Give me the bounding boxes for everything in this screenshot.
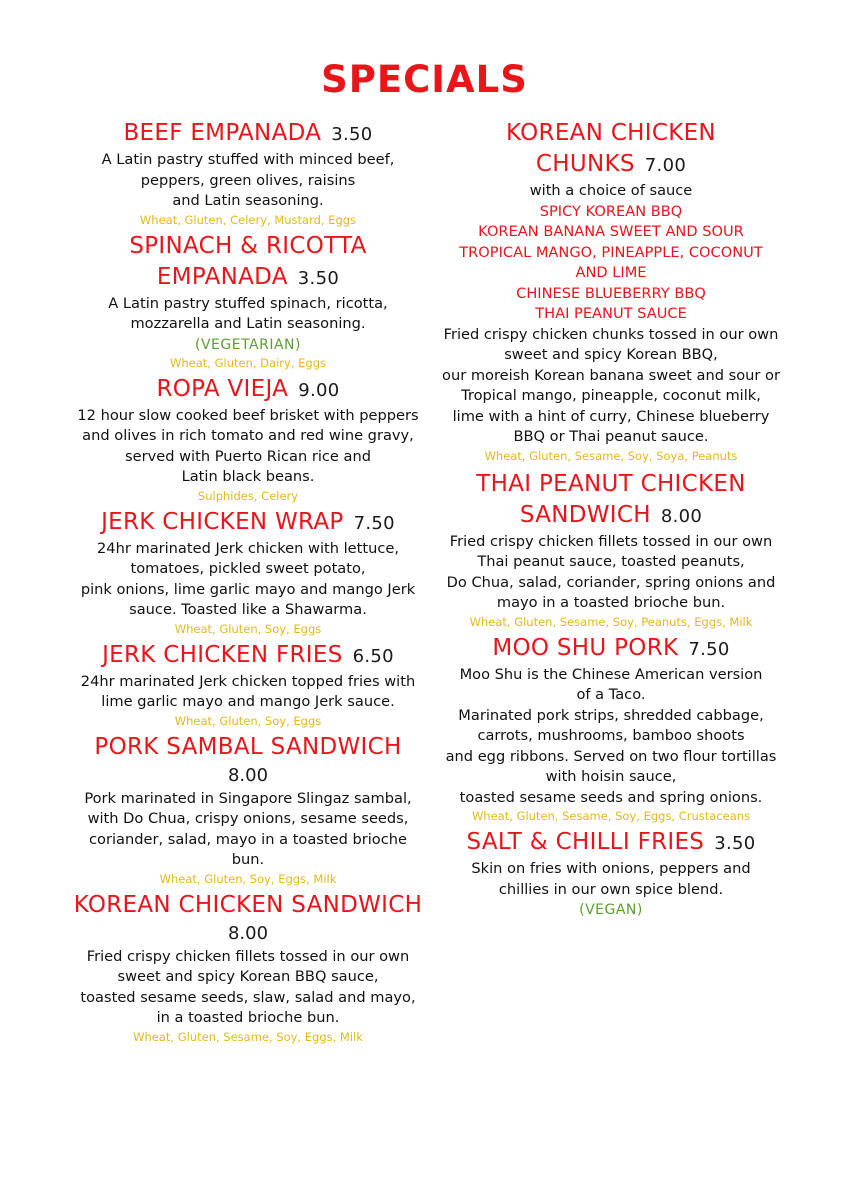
item-name: PORK SAMBAL SANDWICH [94, 733, 402, 760]
item-name: JERK CHICKEN WRAP 7.50 [101, 508, 395, 535]
item-price: 8.00 [227, 922, 269, 944]
item-allergens: Wheat, Gluten, Soy, Eggs, Milk [159, 871, 337, 886]
sauce-option: SPICY KOREAN BBQ [539, 202, 683, 220]
item-description: 12 hour slow cooked beef brisket with peppers and olives in rich tomato and red wine gravy, served with Puerto Rican rice and Latin black beans. [77, 406, 419, 485]
menu-item-jerk-chicken-wrap [48, 507, 448, 638]
item-description: 24hr marinated Jerk chicken with lettuce, tomatoes, pickled sweet potato, pink onions, lime garlic mayo and mango Jerk sauce. Toasted like a Shawarma. [80, 539, 416, 618]
sauce-option: CHINESE BLUEBERRY BBQ [516, 284, 706, 302]
sauce-intro: with a choice of sauce [529, 182, 693, 199]
item-price: 3.50 [297, 267, 340, 289]
item-allergens: Wheat, Gluten, Soy, Eggs [174, 713, 322, 728]
item-name: SPINACH & RICOTTA EMPANADA 3.50 [129, 232, 367, 290]
item-description: Skin on fries with onions, peppers and chillies in our own spice blend. [471, 860, 751, 898]
vegetarian-label: (VEGETARIAN) [195, 336, 301, 353]
item-allergens: Sulphides, Celery [197, 488, 299, 503]
item-description: Moo Shu is the Chinese American version of a Taco. Marinated pork strips, shredded cabbage, carrots, mushrooms, bamboo shoots and egg ribbons. Served on two flour tortillas with hoisin sauce, toasted sesame seeds and spring onions. [445, 665, 777, 806]
item-allergens: Wheat, Gluten, Sesame, Soy, Eggs, Crustaceans [471, 809, 751, 823]
item-description: Fried crispy chicken fillets tossed in our own sweet and spicy Korean BBQ sauce, toasted sesame seeds, slaw, salad and mayo, in a toasted brioche bun. [80, 947, 416, 1026]
left-column [48, 118, 448, 1046]
item-description: Pork marinated in Singapore Slingaz sambal, with Do Chua, crispy onions, sesame seeds, coriander, salad, mayo in a toasted brioche bun. [84, 789, 412, 868]
item-allergens: Wheat, Gluten, Dairy, Eggs [170, 355, 326, 370]
item-name: SALT & CHILLI FRIES 3.50 [466, 829, 756, 855]
item-price: 3.50 [331, 124, 373, 145]
sauce-option: AND LIME [575, 264, 647, 281]
item-price: 7.50 [688, 638, 730, 660]
menu-item-salt-chilli-fries [425, 827, 797, 920]
sauce-option: TROPICAL MANGO, PINEAPPLE, COCONUT [459, 243, 763, 261]
menu-item-spinach-ricotta-empanada [48, 231, 448, 372]
item-name: MOO SHU PORK 7.50 [492, 634, 730, 661]
menu-item-jerk-chicken-fries [48, 640, 448, 730]
item-price: 8.00 [227, 764, 269, 786]
item-name: JERK CHICKEN FRIES 6.50 [102, 641, 394, 668]
page-title: SPECIALS [321, 58, 528, 101]
item-price: 7.50 [353, 512, 395, 534]
item-allergens: Wheat, Gluten, Celery, Mustard, Eggs [139, 212, 357, 227]
item-name: KOREAN CHICKEN CHUNKS 7.00 [506, 120, 716, 177]
item-price: 8.00 [660, 505, 703, 527]
menu-item-pork-sambal-sandwich [48, 732, 448, 888]
menu-item-ropa-vieja [48, 374, 448, 505]
right-column [425, 118, 797, 920]
item-description: A Latin pastry stuffed with minced beef, peppers, green olives, raisins and Latin seasoning. [101, 151, 395, 209]
item-allergens: Wheat, Gluten, Sesame, Soy, Soya, Peanuts [484, 448, 738, 463]
item-price: 3.50 [714, 833, 756, 854]
item-allergens: Wheat, Gluten, Sesame, Soy, Peanuts, Eggs, Milk [469, 614, 753, 629]
item-price: 7.00 [644, 155, 687, 176]
item-allergens: Wheat, Gluten, Sesame, Soy, Eggs, Milk [133, 1029, 363, 1044]
item-description: A Latin pastry stuffed spinach, ricotta, mozzarella and Latin seasoning. [108, 294, 388, 332]
item-price: 9.00 [298, 379, 340, 401]
item-name: ROPA VIEJA 9.00 [156, 375, 340, 402]
menu-item-korean-chicken-chunks [425, 118, 797, 465]
sauce-options [425, 202, 797, 325]
item-description: Fried crispy chicken fillets tossed in our own Thai peanut sauce, toasted peanuts, Do Chua, salad, coriander, spring onions and mayo in a toasted brioche bun. [446, 532, 776, 611]
menu-item-moo-shu-pork [425, 633, 797, 826]
item-allergens: Wheat, Gluten, Soy, Eggs [174, 621, 322, 636]
item-name: KOREAN CHICKEN SANDWICH [73, 891, 423, 918]
menu-item-korean-chicken-sandwich [48, 890, 448, 1046]
sauce-option: THAI PEANUT SAUCE [535, 305, 687, 322]
item-name: THAI PEANUT CHICKEN SANDWICH 8.00 [476, 470, 746, 528]
item-description: 24hr marinated Jerk chicken topped fries with lime garlic mayo and mango Jerk sauce. [80, 672, 416, 710]
item-description: Fried crispy chicken chunks tossed in our own sweet and spicy Korean BBQ, our moreish Korean banana sweet and sour or Tropical mango, pineapple, coconut milk, lime with a hint of curry, Chinese blueberry BBQ or Thai peanut sauce. [442, 325, 780, 445]
menu-item-thai-peanut-chicken-sandwich [425, 469, 797, 631]
sauce-option: KOREAN BANANA SWEET AND SOUR [478, 223, 744, 240]
vegan-label: (VEGAN) [579, 902, 643, 918]
item-price: 6.50 [352, 645, 394, 667]
item-name: BEEF EMPANADA 3.50 [123, 120, 373, 146]
menu-item-beef-empanada [48, 118, 448, 229]
